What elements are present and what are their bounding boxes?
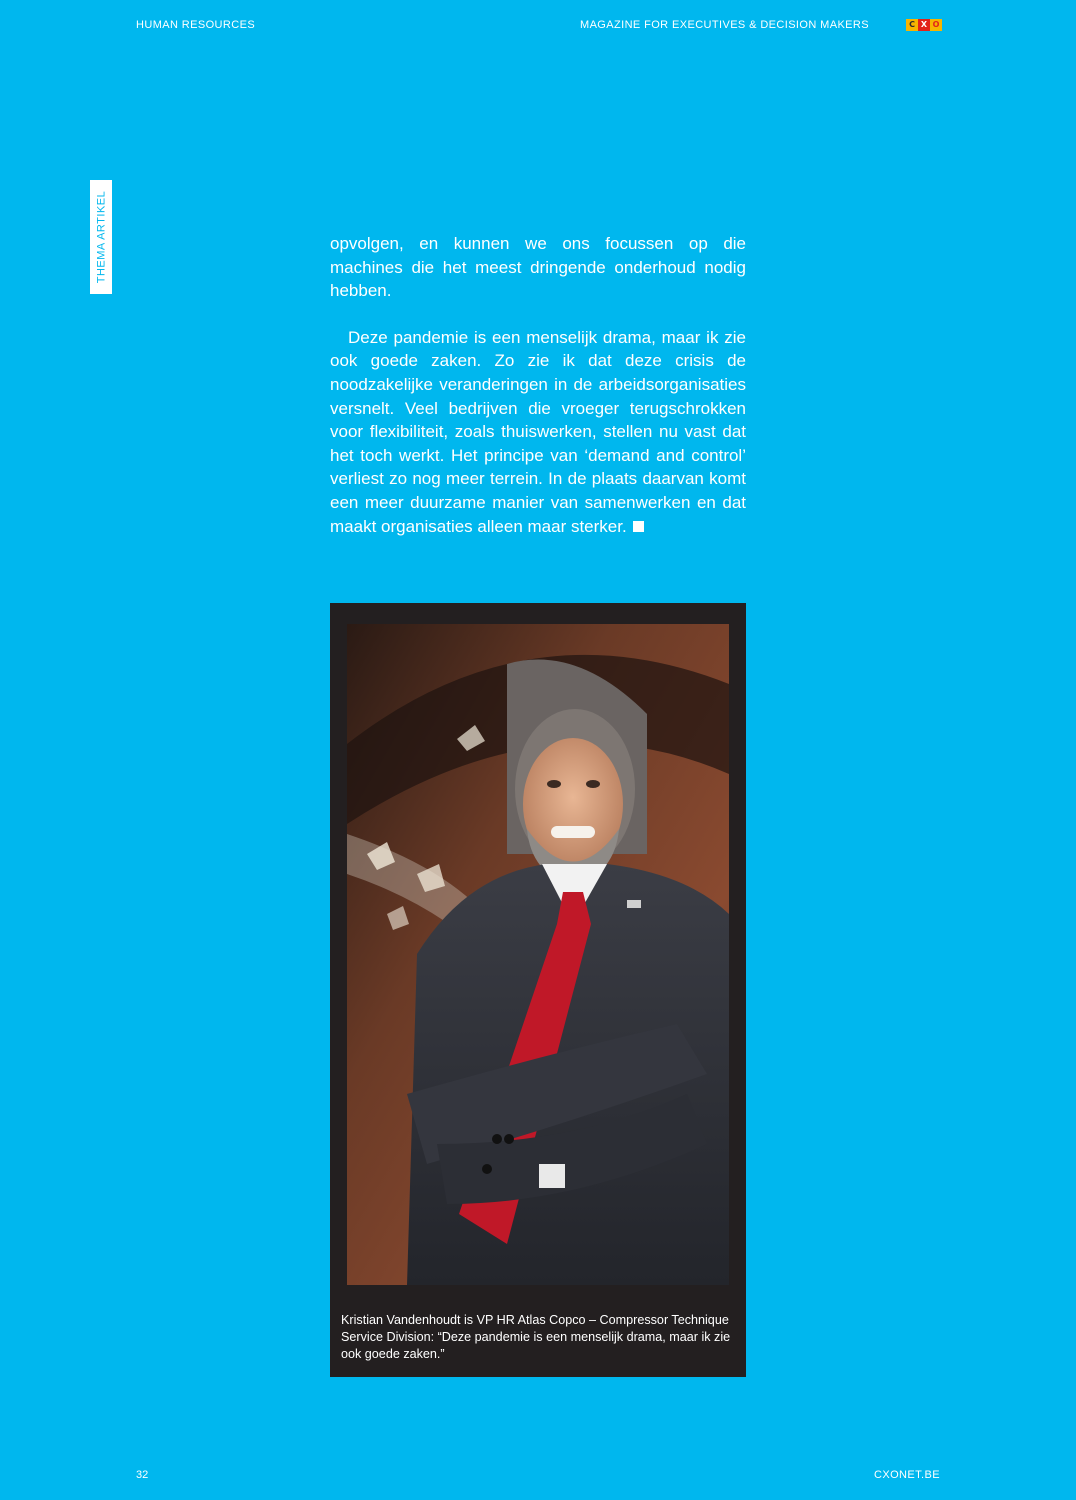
photo-frame (330, 603, 746, 1377)
header-section-title: HUMAN RESOURCES (136, 19, 256, 31)
portrait-illustration (347, 624, 729, 1285)
page-number: 32 (136, 1469, 149, 1481)
side-tab-label: THEMA ARTIKEL (95, 190, 107, 284)
logo-letter-o: O (930, 19, 942, 31)
photo-caption: Kristian Vandenhoudt is VP HR Atlas Copco – Compressor Technique Service Division: “Deze pandemie is een menselijk drama, maar ik zie ook goede zaken.” (341, 1313, 731, 1361)
article-paragraph-last (330, 326, 746, 538)
header-magazine-title: MAGAZINE FOR EXECUTIVES & DECISION MAKERS (580, 19, 869, 31)
footer-site-name: CXONET.BE (874, 1469, 940, 1481)
portrait-photo (347, 624, 729, 1285)
cxo-logo (906, 19, 942, 31)
logo-letter-c: C (906, 19, 918, 31)
logo-letter-x: X (918, 19, 930, 31)
end-of-article-square-icon (633, 521, 644, 532)
article-paragraph-text: Deze pandemie is een menselijk drama, maar ik zie ook goede zaken. Zo zie ik dat deze crisis de noodzakelijke veranderingen in de arbeidsorganisaties versnelt. Veel bedrijven die vroeger terugschrokken voor flexibiliteit, zoals thuiswerken, stellen nu vast dat het toch werkt. Het principe van ‘demand and control’ verliest zo nog meer terrein. In de plaats daarvan komt een meer duurzame manier van samenwerken en dat maakt organisaties alleen maar sterker. (330, 327, 746, 536)
article-paragraph: opvolgen, en kunnen we ons focussen op die machines die het meest dringende onderhoud nodig hebben. (330, 234, 746, 301)
side-tab (90, 180, 112, 294)
article-body (330, 232, 746, 538)
